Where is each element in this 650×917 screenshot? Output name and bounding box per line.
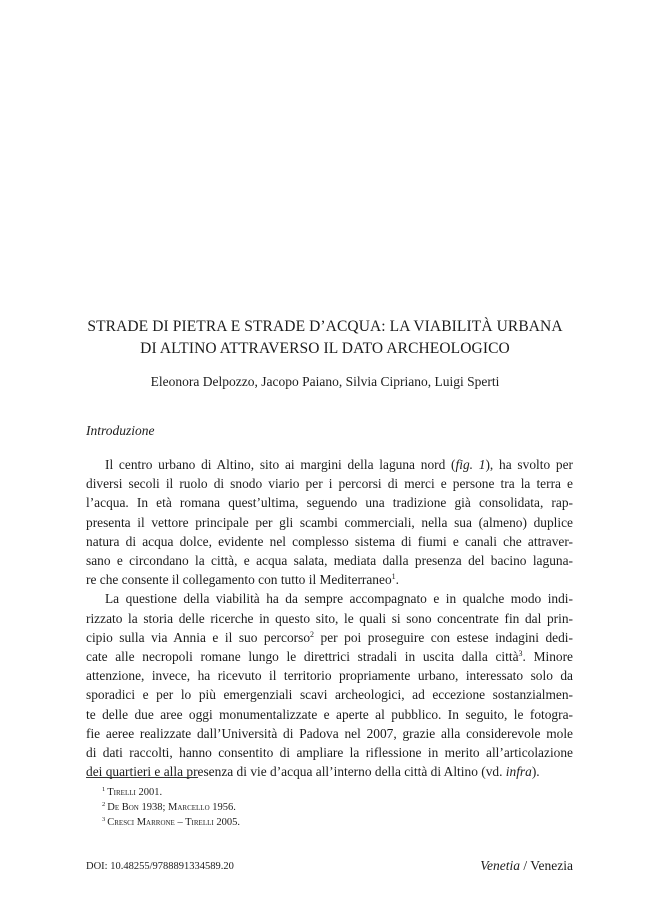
body-line: cate alle necropoli romane lungo le direttrici stradali in uscita dalla città$^3$. Minore: [86, 649, 573, 665]
body-line: fie aeree realizzate dall’Università di Padova nel 2007, grazie alla considerevole mole: [86, 725, 573, 741]
footnote-3: $^3$ Cresci Marrone – Tirelli 2005.: [102, 816, 240, 828]
cross-reference: infra: [505, 764, 532, 780]
article-authors: Eleonora Delpozzo, Jacopo Paiano, Silvia Cipriano, Luigi Sperti: [150, 374, 500, 389]
paragraph-1: [86, 455, 573, 589]
body-line: re che consente il collegamento con tutto il Mediterraneo$^1$.: [86, 572, 399, 588]
footnote-marker[interactable]: 1: [391, 572, 396, 582]
body-line: presenta il vettore principale per gli scambi commerciali, nella sua (almeno) duplice: [86, 514, 573, 530]
article-title-line-1: STRADE DI PIETRA E STRADE D’ACQUA: LA VIABILITÀ URBANA: [87, 318, 563, 335]
figure-reference[interactable]: fig. 1: [455, 457, 486, 472]
footnote-1: $^1$ Tirelli 2001.: [102, 786, 163, 798]
body-line: diversi secoli il ruolo di snodo viario per i percorsi di merci e persone tra la terra e: [86, 476, 573, 492]
body-line: rizzato la storia delle ricerche in questo sito, le quali si sono concentrate fin dal prin-: [86, 610, 573, 626]
body-line: l’acqua. In età romana quest’ultima, seguendo una tradizione già consolidata, rap-: [86, 495, 573, 511]
footnote-marker[interactable]: 3: [518, 649, 523, 659]
series-label: Venetia / Venezia: [480, 858, 573, 873]
body-line: sporadici e per lo più emergenziali scavi archeologici, ad eccezione sostanzialmen-: [86, 687, 573, 703]
body-line: La questione della viabilità ha da sempre accompagnato e in qualche modo indi-: [105, 591, 573, 607]
body-line: Il centro urbano di Altino, sito ai margini della laguna nord (fig. 1), ha svolto per: [105, 457, 573, 472]
body-line: attenzione, invece, ha ricevuto il territorio propriamente urbano, interessato solo da: [86, 668, 573, 684]
body-line: natura di acqua dolce, evidente nel complesso sistema di fiumi e canali che attraver-: [86, 533, 573, 549]
body-line: sano e circondano la città, e acqua salata, mediata dalla presenza del bacino laguna-: [86, 553, 573, 569]
body-text: [86, 455, 573, 781]
article-title: [72, 316, 578, 360]
footnote-2: $^2$ De Bon 1938; Marcello 1956.: [102, 801, 236, 813]
footnotes: [102, 785, 240, 830]
section-heading: Introduzione: [86, 423, 155, 438]
body-line: te delle due aree oggi monumentalizzate e aperte al pubblico. In seguito, le fotogra-: [86, 706, 573, 722]
body-line: dei quartieri e alla presenza di vie d’acqua all’interno della città di Altino (vd. infra).: [86, 764, 540, 780]
footnote-separator: [86, 777, 198, 778]
article-title-line-2: DI ALTINO ATTRAVERSO IL DATO ARCHEOLOGICO: [140, 340, 510, 357]
doi-label[interactable]: DOI: 10.48255/9788891334589.20: [86, 861, 234, 872]
footnote-marker[interactable]: 2: [310, 629, 315, 639]
body-line: cipio sulla via Annia e il suo percorso$^2$ per poi proseguire con estese indagini dedi-: [86, 629, 573, 645]
body-line: di dati raccolti, hanno consentito di ampliare la riflessione in merito all’articolazione: [86, 745, 573, 761]
paragraph-2: [86, 589, 573, 781]
